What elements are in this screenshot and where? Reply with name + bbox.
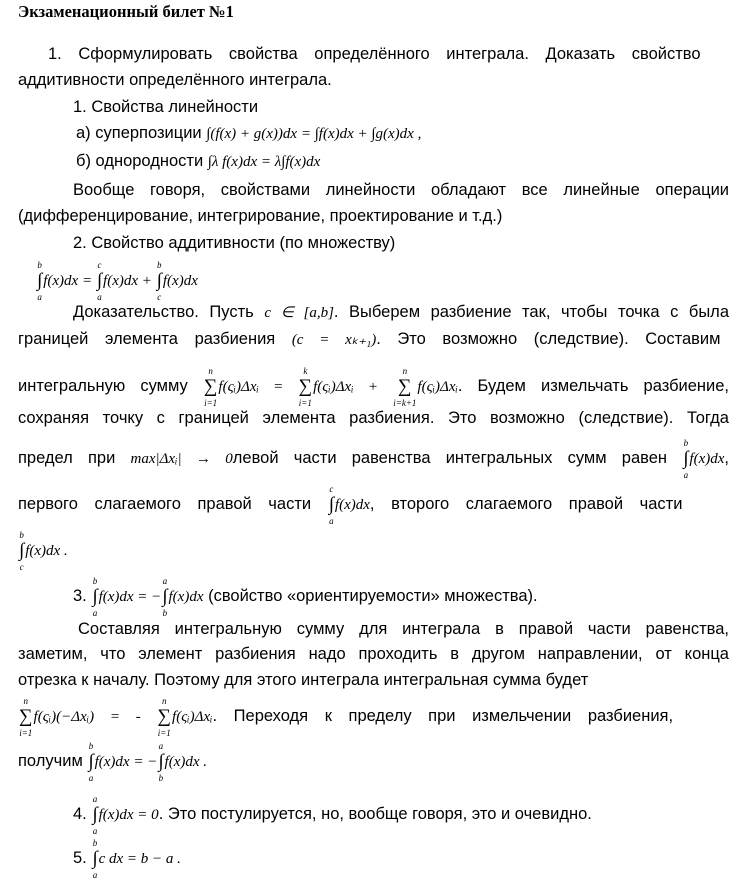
formula: f(x)dx = − bbox=[94, 754, 158, 771]
text-line bbox=[18, 670, 747, 696]
lower-limit: i=1 bbox=[157, 728, 171, 738]
upper-limit: b bbox=[92, 576, 98, 586]
operator-symbol: ∑ bbox=[298, 376, 313, 397]
text-segment: 1. Свойства линейности bbox=[73, 98, 259, 116]
lower-limit: a bbox=[92, 870, 98, 880]
integral-sign bbox=[92, 838, 97, 880]
integral-sign bbox=[37, 260, 42, 302]
text-segment: границей элемента разбиения bbox=[18, 330, 292, 348]
sum-sign bbox=[157, 696, 171, 738]
operator-symbol: ∫ bbox=[158, 751, 164, 772]
operator-symbol: ∫ bbox=[92, 586, 98, 607]
lower-limit: c bbox=[19, 562, 24, 572]
operator-symbol: ∫ bbox=[92, 848, 98, 869]
integral-sign bbox=[329, 484, 334, 526]
text-line bbox=[73, 97, 747, 123]
line-content bbox=[73, 303, 729, 321]
lower-limit: c bbox=[157, 292, 162, 302]
operator-symbol: ∑ bbox=[398, 376, 412, 397]
formula: f(ςᵢ)Δxᵢ bbox=[172, 709, 213, 726]
line-content bbox=[18, 530, 68, 572]
operator-symbol: ∫ bbox=[328, 494, 334, 515]
upper-limit: b bbox=[92, 838, 98, 848]
text-segment: левой части равенства интегральных сумм равен bbox=[232, 449, 683, 468]
line-content bbox=[73, 794, 592, 836]
text-line bbox=[18, 70, 747, 97]
upper-limit: n bbox=[23, 696, 29, 706]
upper-limit: n bbox=[208, 366, 213, 376]
upper-limit: a bbox=[158, 741, 164, 751]
line-content bbox=[18, 645, 729, 663]
formula: f(ςᵢ)Δxᵢ bbox=[417, 379, 458, 396]
line-content bbox=[18, 2, 234, 21]
text-line bbox=[18, 438, 747, 484]
integral-sign bbox=[158, 741, 163, 783]
formula: (c = xₖ₊₁) bbox=[291, 332, 377, 348]
line-content bbox=[18, 207, 502, 225]
integral-sign bbox=[92, 794, 97, 836]
integral-sign bbox=[88, 741, 93, 783]
lower-limit: i=1 bbox=[298, 398, 312, 408]
line-content bbox=[36, 260, 198, 302]
operator-symbol: ∫ bbox=[19, 540, 25, 561]
upper-limit: n bbox=[402, 366, 408, 376]
text-line bbox=[73, 838, 747, 880]
text-segment: (дифференцирование, интегрирование, проектирование и т.д.) bbox=[18, 207, 503, 225]
operator-symbol: ∫ bbox=[88, 751, 94, 772]
integral-sign bbox=[157, 260, 162, 302]
text-line bbox=[76, 151, 747, 180]
text-segment: заметим, что элемент разбиения надо проходить в другом направлении, от конца bbox=[18, 645, 729, 663]
formula: f(x)dx . bbox=[164, 754, 208, 771]
upper-limit: b bbox=[683, 438, 689, 448]
text-line bbox=[18, 484, 747, 530]
formula: f(ςᵢ)(−Δxᵢ) = - bbox=[33, 709, 157, 726]
text-segment: 3. bbox=[73, 587, 92, 606]
text-line bbox=[18, 206, 747, 233]
lower-limit: i=1 bbox=[204, 398, 218, 408]
formula: max|Δxᵢ| → 0 bbox=[130, 451, 233, 468]
upper-limit: c bbox=[97, 260, 102, 270]
sum-sign bbox=[393, 366, 416, 408]
formula: f(x)dx bbox=[162, 273, 198, 290]
integral-sign bbox=[97, 260, 102, 302]
text-line bbox=[18, 530, 747, 576]
text-segment: предел при bbox=[18, 449, 131, 468]
formula: ∫(f(x) + g(x))dx = ∫f(x)dx + ∫g(x)dx , bbox=[206, 126, 422, 142]
text-line bbox=[48, 44, 747, 70]
lower-limit: b bbox=[162, 608, 168, 618]
text-segment: Составляя интегральную сумму для интеграла в правой части равенства, bbox=[78, 620, 729, 638]
document-title bbox=[18, 2, 747, 44]
formula: f(x)dx + bbox=[103, 273, 156, 290]
text-segment: Вообще говоря, свойствами линейности обладают все линейные операции bbox=[73, 181, 729, 199]
upper-limit: a bbox=[162, 576, 168, 586]
line-content bbox=[73, 234, 395, 252]
operator-symbol: ∑ bbox=[157, 706, 172, 727]
text-segment: б) однородности bbox=[76, 152, 208, 170]
line-content bbox=[18, 330, 720, 348]
text-segment: а) суперпозиции bbox=[76, 124, 207, 142]
line-content bbox=[73, 181, 729, 199]
text-line bbox=[73, 302, 747, 329]
text-line bbox=[18, 644, 747, 670]
line-content bbox=[73, 576, 538, 618]
upper-limit: a bbox=[92, 794, 98, 804]
operator-symbol: ∫ bbox=[156, 270, 162, 291]
text-segment: Доказательство. Пусть bbox=[73, 303, 265, 321]
operator-symbol: ∫ bbox=[162, 586, 168, 607]
text-segment: получим bbox=[18, 752, 88, 771]
formula: c dx = b − a . bbox=[98, 851, 181, 868]
line-content bbox=[76, 124, 421, 142]
line-content bbox=[18, 696, 674, 738]
sum-sign bbox=[19, 696, 33, 738]
operator-symbol: ∫ bbox=[37, 270, 43, 291]
text-line bbox=[73, 233, 747, 260]
text-segment: . Выберем разбиение так, чтобы точка с была bbox=[333, 303, 729, 321]
formula: f(ςᵢ)Δxᵢ = bbox=[218, 379, 298, 396]
text-segment: (свойство «ориентируемости» множества). bbox=[203, 587, 538, 606]
formula: f(x)dx . bbox=[25, 543, 68, 560]
upper-limit: c bbox=[329, 484, 334, 494]
integral-sign bbox=[92, 576, 97, 618]
text-line bbox=[73, 576, 747, 619]
line-content bbox=[18, 741, 208, 783]
formula: f(x)dx = bbox=[43, 273, 96, 290]
text-segment: , второго слагаемого правой части bbox=[369, 495, 683, 514]
formula: f(x)dx bbox=[334, 497, 370, 514]
upper-limit: n bbox=[162, 696, 167, 706]
lower-limit: a bbox=[37, 292, 42, 302]
formula: c ∈ [a,b] bbox=[264, 305, 334, 321]
text-segment: 4. bbox=[73, 805, 92, 824]
integral-sign bbox=[19, 530, 24, 572]
text-segment: . Это возможно (следствие). Составим bbox=[376, 330, 721, 348]
lower-limit: b bbox=[158, 773, 164, 783]
line-content bbox=[73, 838, 181, 880]
text-segment: . Будем измельчать разбиение, bbox=[457, 377, 730, 396]
line-content bbox=[18, 366, 730, 408]
line-content bbox=[78, 620, 729, 638]
line-content bbox=[18, 484, 683, 526]
text-segment: Экзаменационный билет №1 bbox=[18, 2, 234, 21]
text-segment: , bbox=[724, 449, 729, 468]
line-content bbox=[73, 98, 258, 116]
formula: f(x)dx bbox=[168, 589, 204, 606]
line-content bbox=[18, 438, 729, 480]
sum-sign bbox=[204, 366, 218, 408]
text-segment: 5. bbox=[73, 849, 92, 868]
lower-limit: a bbox=[683, 470, 689, 480]
upper-limit: b bbox=[37, 260, 42, 270]
text-segment: 2. Свойство аддитивности (по множеству) bbox=[73, 234, 396, 252]
line-content bbox=[18, 671, 588, 689]
text-segment: . Это постулируется, но, вообще говоря, это и очевидно. bbox=[158, 805, 592, 824]
lower-limit: a bbox=[88, 773, 94, 783]
operator-symbol: ∑ bbox=[19, 706, 33, 727]
text-segment: первого слагаемого правой части bbox=[18, 495, 328, 514]
sum-sign bbox=[299, 366, 313, 408]
text-line bbox=[73, 180, 747, 206]
text-segment: отрезка к началу. Поэтому для этого интеграла интегральная сумма будет bbox=[18, 671, 589, 689]
text-line bbox=[18, 366, 747, 408]
text-line bbox=[36, 260, 747, 302]
integral-sign bbox=[162, 576, 167, 618]
operator-symbol: ∫ bbox=[96, 270, 103, 291]
upper-limit: b bbox=[19, 530, 24, 540]
lower-limit: a bbox=[329, 516, 334, 526]
upper-limit: b bbox=[157, 260, 162, 270]
upper-limit: k bbox=[303, 366, 308, 376]
lower-limit: i=1 bbox=[19, 728, 33, 738]
formula: f(x)dx bbox=[689, 451, 725, 468]
line-content bbox=[48, 45, 701, 63]
text-line bbox=[18, 696, 747, 741]
text-segment: 1. Сформулировать свойства определённого интеграла. Доказать свойство bbox=[48, 45, 701, 63]
integral-sign bbox=[683, 438, 688, 480]
operator-symbol: ∑ bbox=[203, 376, 218, 397]
text-line bbox=[78, 619, 747, 644]
text-line bbox=[18, 329, 747, 366]
text-segment: сохраняя точку с границей элемента разбиения. Это возможно (следствие). Тогда bbox=[18, 409, 729, 427]
line-content bbox=[76, 152, 320, 170]
formula: f(ςᵢ)Δxᵢ + bbox=[313, 379, 393, 396]
operator-symbol: ∫ bbox=[683, 448, 689, 469]
text-segment: . Переходя к пределу при измельчении разбиения, bbox=[212, 707, 674, 726]
lower-limit: a bbox=[92, 608, 98, 618]
lower-limit: a bbox=[97, 292, 102, 302]
formula: f(x)dx = 0 bbox=[98, 807, 159, 824]
formula: f(x)dx = − bbox=[98, 589, 162, 606]
text-line bbox=[73, 794, 747, 838]
operator-symbol: ∫ bbox=[92, 804, 98, 825]
text-line bbox=[18, 741, 747, 794]
line-content bbox=[18, 409, 729, 427]
formula: ∫λ f(x)dx = λ∫f(x)dx bbox=[207, 154, 321, 170]
text-line bbox=[18, 408, 747, 438]
line-content bbox=[18, 71, 332, 89]
text-segment: интегральную сумму bbox=[18, 377, 203, 396]
text-segment: аддитивности определённого интеграла. bbox=[18, 71, 332, 89]
upper-limit: b bbox=[88, 741, 94, 751]
text-line bbox=[76, 123, 747, 151]
lower-limit: a bbox=[92, 826, 98, 836]
lower-limit: i=k+1 bbox=[393, 398, 417, 408]
